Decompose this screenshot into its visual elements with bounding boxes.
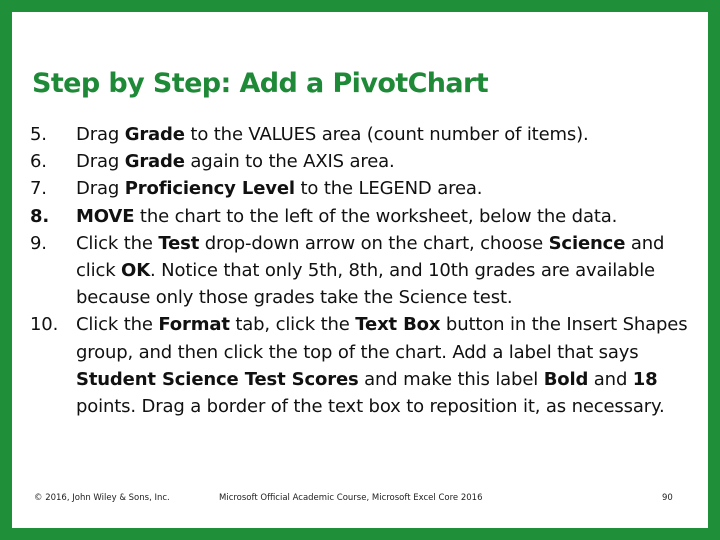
- step-number: 5.: [30, 124, 47, 145]
- step-6: [30, 148, 690, 175]
- step-8: [30, 203, 690, 230]
- step-5: [30, 121, 690, 148]
- footer-page-number: 90: [662, 493, 673, 503]
- step-text: MOVE the chart to the left of the worksheet, below the data.: [76, 205, 618, 227]
- step-number: 8.: [30, 205, 50, 227]
- slide-title: Step by Step: Add a PivotChart: [32, 68, 489, 99]
- step-text: Click the Test drop-down arrow on the chart, choose Science and click OK. Notice that only 5th, 8th, and 10th grades are available because only those grades take the Science test.: [76, 232, 665, 309]
- footer-course: Microsoft Official Academic Course, Microsoft Excel Core 2016: [219, 493, 483, 503]
- step-number: 7.: [30, 178, 47, 200]
- step-7: [30, 175, 690, 202]
- step-number: 9.: [30, 232, 47, 254]
- step-number: 6.: [30, 151, 47, 173]
- step-text: Drag Proficiency Level to the LEGEND area.: [76, 178, 483, 200]
- step-9: [30, 230, 690, 312]
- step-text: Drag Grade to the VALUES area (count number of items).: [76, 124, 589, 145]
- step-number: 10.: [30, 314, 59, 336]
- step-text: Drag Grade again to the AXIS area.: [76, 151, 395, 173]
- step-list: [30, 121, 690, 420]
- step-10: [30, 311, 690, 420]
- step-text: Click the Format tab, click the Text Box button in the Insert Shapes group, and then click the top of the chart. Add a label that says Student Science Test Scores and make this label Bold and 18 points. Drag a border of the text box to reposition it, as necessary.: [76, 314, 688, 418]
- footer-copyright: © 2016, John Wiley & Sons, Inc.: [34, 493, 170, 503]
